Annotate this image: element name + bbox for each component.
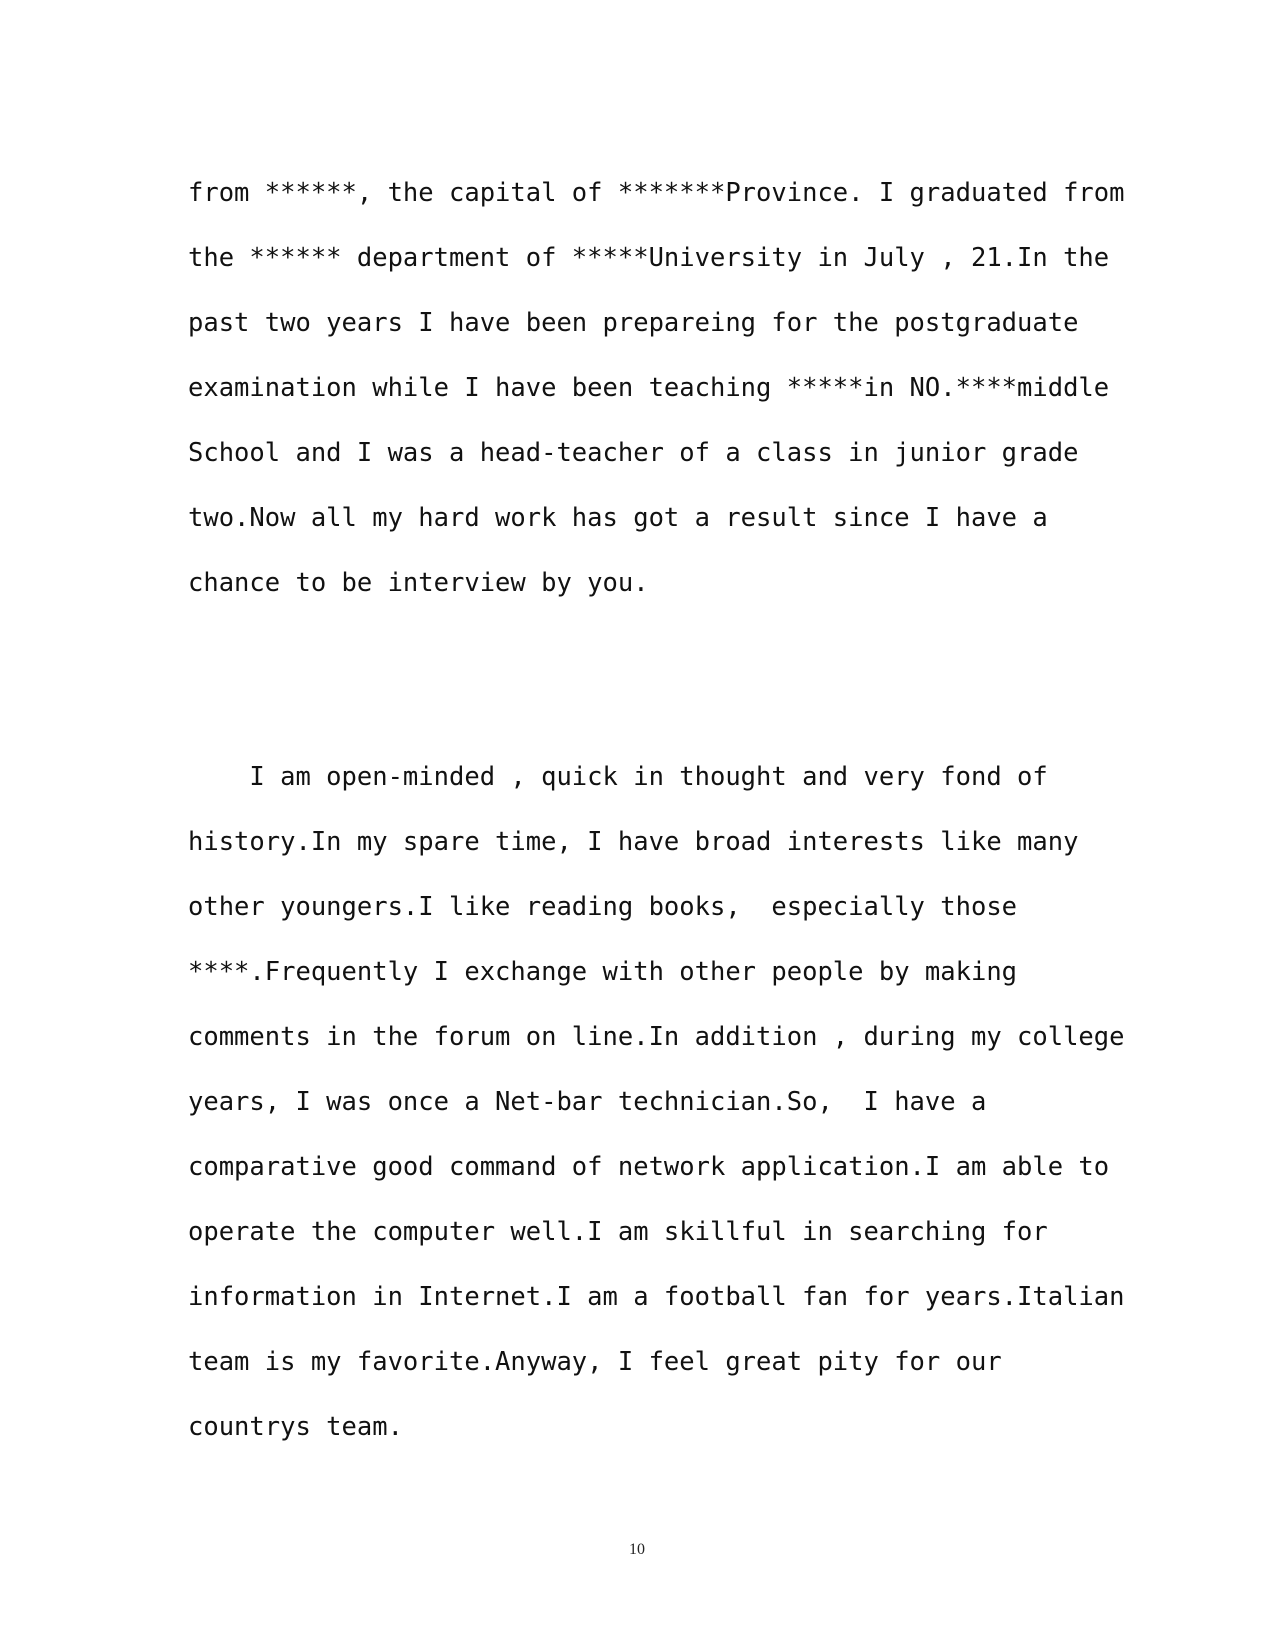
page-number: 10 [629, 1541, 645, 1558]
text-line: I am open-minded , quick in thought and very fond of [188, 762, 1048, 792]
text-line: information in Internet.I am a football fan for years.Italian [188, 1282, 1125, 1312]
text-line: other youngers.I like reading books, especially those [188, 892, 1018, 922]
text-line: examination while I have been teaching *****in NO.****middle [188, 373, 1110, 403]
text-line: operate the computer well.I am skillful in searching for [188, 1217, 1048, 1247]
text-line: two.Now all my hard work has got a result since I have a [188, 503, 1048, 533]
text-line: School and I was a head-teacher of a class in junior grade [188, 438, 1079, 468]
text-line: the ****** department of *****University in July , 21.In the [188, 243, 1110, 273]
text-line: from ******, the capital of *******Province. I graduated from [188, 178, 1125, 208]
text-line: team is my favorite.Anyway, I feel great pity for our [188, 1347, 1002, 1377]
text-line: history.In my spare time, I have broad interests like many [188, 827, 1079, 857]
text-line: comments in the forum on line.In addition , during my college [188, 1022, 1125, 1052]
text-line: past two years I have been prepareing for the postgraduate [188, 308, 1079, 338]
text-line: comparative good command of network application.I am able to [188, 1152, 1110, 1182]
paragraph-education [188, 161, 1125, 616]
text-line: years, I was once a Net-bar technician.So, I have a [188, 1087, 987, 1117]
text-line: countrys team. [188, 1412, 403, 1442]
paragraph-interests [188, 745, 1125, 1460]
text-line: ****.Frequently I exchange with other people by making [188, 957, 1018, 987]
text-line: chance to be interview by you. [188, 568, 649, 598]
